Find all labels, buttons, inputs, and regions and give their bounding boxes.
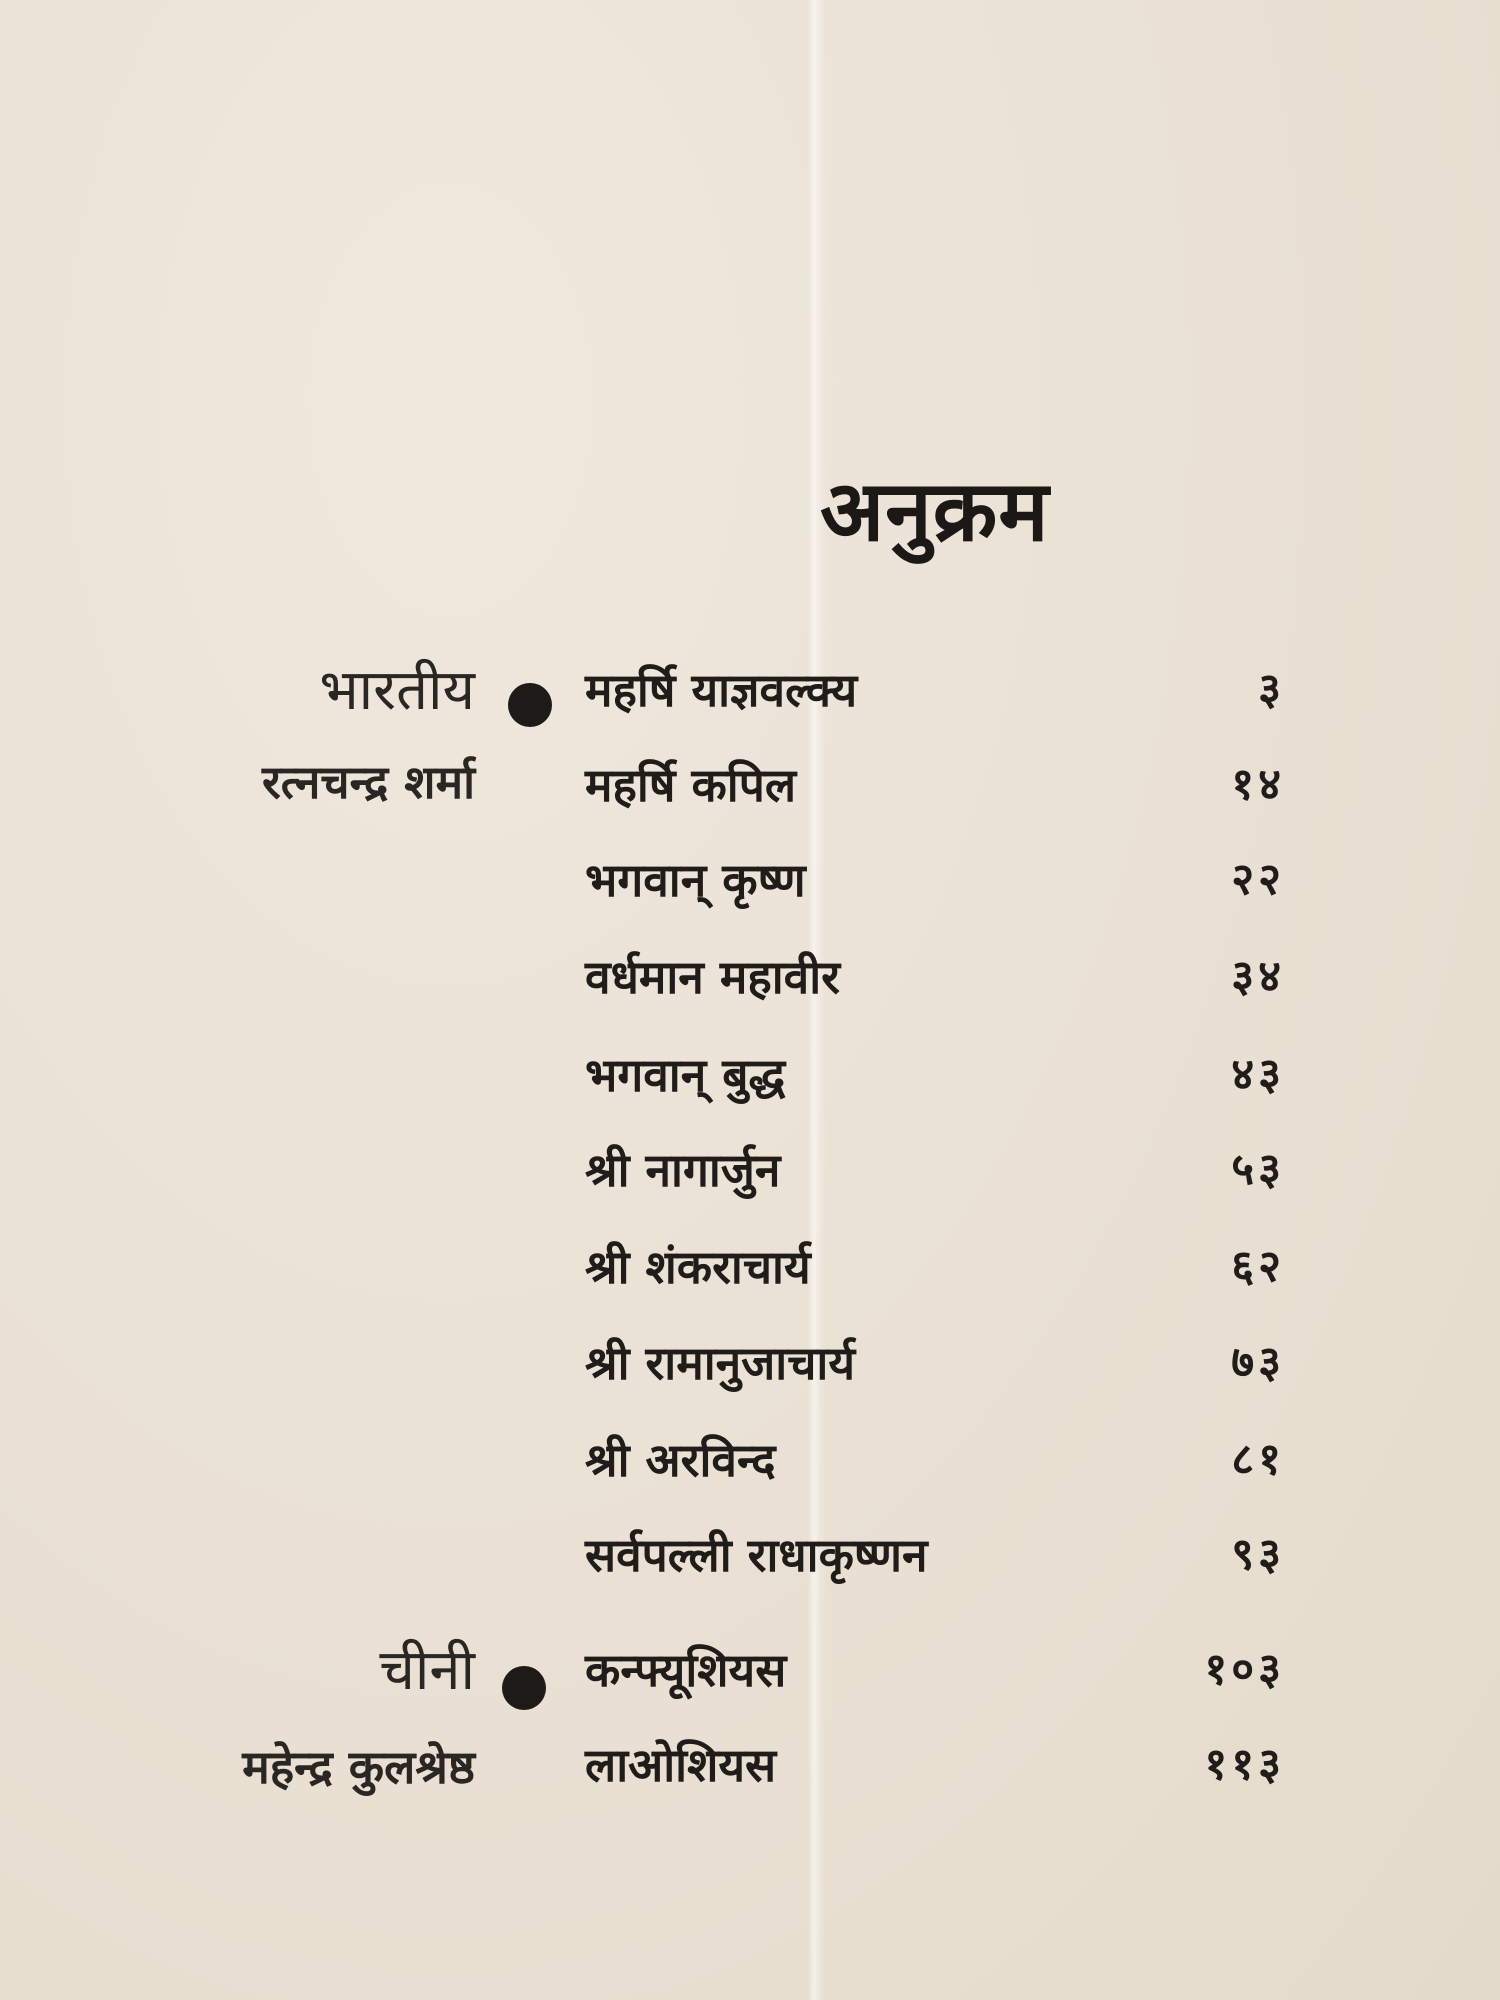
toc-entry <box>585 845 1285 915</box>
toc-entry-title: महर्षि कपिल <box>585 758 797 812</box>
toc-entry-page: १०३ <box>1204 1644 1285 1695</box>
toc-entry-title: लाओशियस <box>585 1738 777 1792</box>
toc-entry <box>585 1520 1285 1590</box>
toc-entry <box>585 655 1285 725</box>
toc-entry-page: ४३ <box>1231 1049 1285 1100</box>
toc-entry <box>585 1635 1285 1705</box>
toc-entry-title: श्री नागार्जुन <box>585 1143 781 1197</box>
toc-entry <box>585 1328 1285 1398</box>
section-author-indian: रत्नचन्द्र शर्मा <box>261 755 475 809</box>
section-author-chinese: महेन्द्र कुलश्रेष्ठ <box>242 1740 475 1794</box>
toc-entry-title: श्री रामानुजाचार्य <box>585 1336 856 1390</box>
toc-entry-title: भगवान् बुद्ध <box>585 1048 786 1102</box>
toc-entry <box>585 1040 1285 1110</box>
toc-entry-title: श्री शंकराचार्य <box>585 1240 811 1294</box>
toc-entry-title: भगवान् कृष्ण <box>585 853 806 907</box>
toc-entry-title: महर्षि याज्ञवल्क्य <box>585 663 858 717</box>
toc-entry <box>585 1232 1285 1302</box>
toc-entry <box>585 1425 1285 1495</box>
toc-entry <box>585 1135 1285 1205</box>
section-bullet-icon <box>502 1666 546 1710</box>
toc-entry-page: ३ <box>1258 664 1285 715</box>
section-label-indian: भारतीय <box>319 658 475 723</box>
toc-entry-page: ६२ <box>1231 1241 1285 1292</box>
toc-entry-title: श्री अरविन्द <box>585 1433 776 1487</box>
toc-entry-title: कन्फ्यूशियस <box>585 1643 787 1697</box>
section-bullet-icon <box>508 683 552 727</box>
toc-entry-title: सर्वपल्ली राधाकृष्णन <box>585 1528 928 1582</box>
toc-entry <box>585 750 1285 820</box>
toc-entry-page: १४ <box>1231 759 1285 810</box>
toc-entry-page: ८१ <box>1231 1434 1285 1485</box>
toc-entry-page: ११३ <box>1204 1739 1285 1790</box>
toc-entry-page: ३४ <box>1231 951 1285 1002</box>
toc-entry-page: ५३ <box>1231 1144 1285 1195</box>
toc-entry-page: २२ <box>1231 854 1285 905</box>
section-label-chinese: चीनी <box>379 1638 475 1703</box>
page-title: अनुक्रम <box>820 462 1050 560</box>
toc-entry-page: ७३ <box>1231 1337 1285 1388</box>
toc-entry <box>585 942 1285 1012</box>
toc-entry-page: ९३ <box>1231 1529 1285 1580</box>
toc-entry-title: वर्धमान महावीर <box>585 950 840 1004</box>
toc-entry <box>585 1730 1285 1800</box>
